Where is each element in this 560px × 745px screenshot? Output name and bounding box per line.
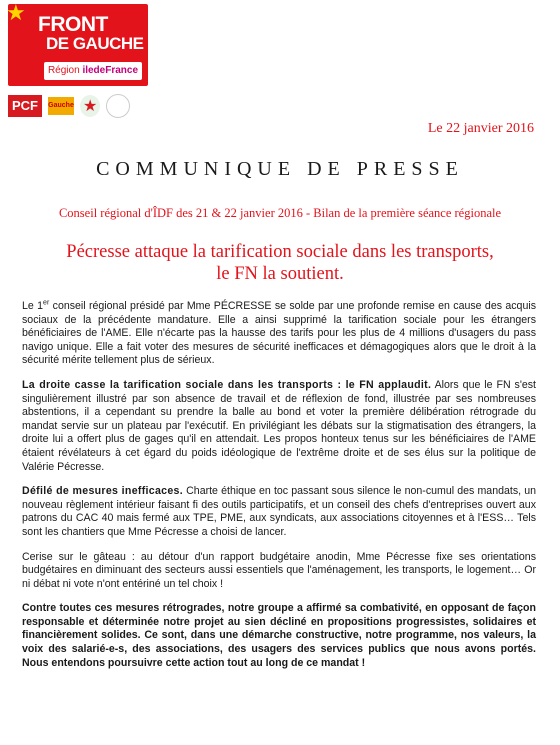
paragraph-lead: La droite casse la tarification sociale dans les transports : le FN applaudit. <box>22 378 432 391</box>
logo-text-de-gauche: DE GAUCHE <box>46 34 144 53</box>
press-release-body <box>22 300 536 681</box>
pcf-logo: PCF <box>8 95 42 117</box>
star-icon: ★ <box>6 0 26 25</box>
paragraph-mesures <box>22 485 536 539</box>
subtitle: Conseil régional d'ÎDF des 21 & 22 janvier 2016 - Bilan de la première séance régionale <box>58 206 502 220</box>
logo-region-badge <box>44 62 142 80</box>
page-title: COMMUNIQUE DE PRESSE <box>96 158 464 180</box>
partner-logo <box>106 94 130 118</box>
intro-rest: conseil régional présidé par Mme PÉCRESSE se solde par une profonde remise en cause des acquis sociaux de la précédente mandature. Elle a ainsi supprimé la tarification sociale pour les étrangers bénéficiaires de l'AME. Elle n'écarte pas la hausse des tarifs pour les plus de 4 millions d'usagers du pass navigo unique. Elle a fait voter des mesures de sécurité inefficaces et démagogiques alors que le droit à la sécurité mérite tellement plus de sérieux. <box>22 300 536 367</box>
paragraph-budget: Cerise sur le gâteau : au détour d'un rapport budgétaire anodin, Mme Pécresse fixe ses orientations budgétaires en diminuant des secteurs aussi essentiels que l'aménagement, les transports, le logement… Or ni débat ni vote n'ont entériné un tel choix ! <box>22 550 536 590</box>
logo-red-panel <box>6 0 148 86</box>
intro-start: Le 1 <box>22 300 44 312</box>
paragraph-intro <box>22 300 536 368</box>
headline-line-1: Pécresse attaque la tarification sociale dans les transports, <box>66 242 494 262</box>
intro-superscript: er <box>43 299 50 307</box>
paragraph-lead: Défilé de mesures inefficaces. <box>22 485 183 498</box>
front-de-gauche-logo <box>6 0 148 122</box>
paragraph-conclusion: Contre toutes ces mesures rétrogrades, notre groupe a affirmé sa combativité, en opposant de façon responsable et déterminée notre projet au sien décliné en propositions progressistes, solidaires et financièrement solides. Ce sont, dans une démarche constructive, notre programme, nos valeurs, la voix des salarié-e-s, des associations, des usagers des services publics que nous avons portés. Nous entendons poursuivre cette action tout au long de ce mandat ! <box>22 602 536 669</box>
logo-text-front: FRONT <box>38 13 108 36</box>
gauche-unitaire-logo: Gauche <box>48 97 74 115</box>
logo-region-name: iledeFrance <box>82 65 139 76</box>
headline <box>0 241 560 285</box>
party-logos <box>8 94 130 118</box>
ensemble-star-logo <box>80 95 100 117</box>
headline-line-2: le FN la soutient. <box>216 264 344 284</box>
paragraph-text: Charte éthique en toc passant sous silence le non-cumul des mandats, un nouveau règlement intérieur faisant fi des outils participatifs, et un conseil des chefs d'entreprises ouvert aux patrons du CAC 40 mais fermé aux TPE, PME, aux syndicats, aux associations citoyennes et à l'ESS… Tels sont les chantiers que Mme Pécresse a choisi de lancer. <box>22 485 536 538</box>
logo-region-prefix: Région <box>47 65 80 76</box>
paragraph-text: Alors que le FN s'est singulièrement illustré par son absence de travail et de réflexion de fond, illustrée par ses nombreuses abstentions, il a cependant su prendre la balle au bond et voter la première délibération rétrograde du mandat servie sur un plateau par l'exécutif. En privilégiant les débats sur la stigmatisation des étrangers, la droite lui a offert plus de gages qu'il en attendait. Les propos honteux tenus sur les bénéficiaires de l'AME étaient révélateurs à cet égard du poids idéologique de l'extrême droite et de ses élus sur la politique de Valérie Pécresse. <box>22 378 536 473</box>
document-date: Le 22 janvier 2016 <box>427 121 534 136</box>
paragraph-tarification <box>22 379 536 474</box>
